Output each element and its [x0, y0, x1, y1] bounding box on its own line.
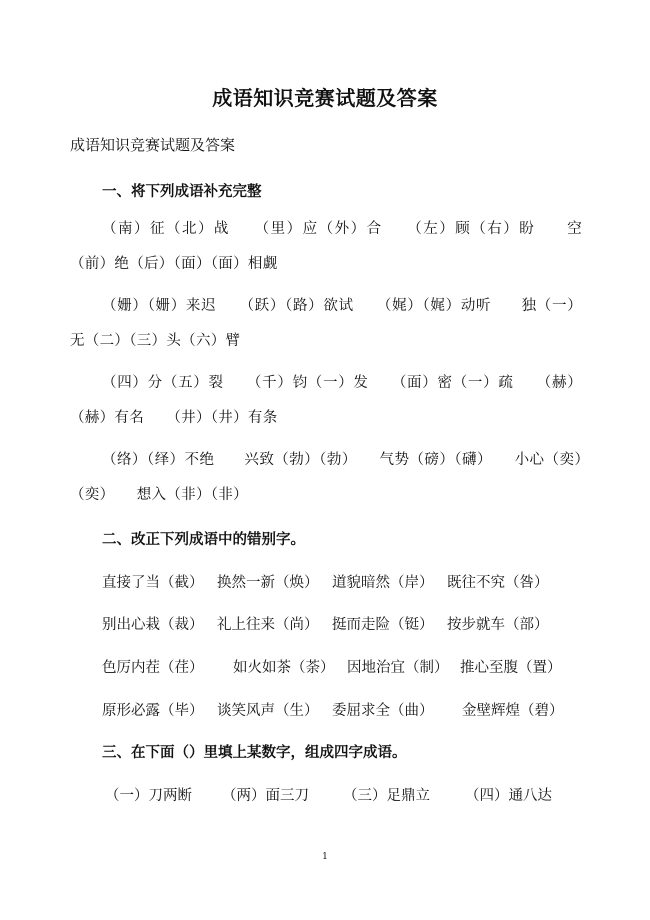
correction-item: 直接了当（截）	[102, 575, 204, 591]
correction-item: 挺而走险（铤）	[332, 617, 434, 633]
correction-item: 礼上往来（尚）	[217, 617, 319, 633]
page-number: 1	[322, 852, 328, 862]
correction-item: 道貌暗然（岸）	[332, 575, 434, 591]
correction-item: 如火如茶（荼）	[233, 660, 335, 676]
correction-row	[102, 613, 549, 634]
number-idiom-item: （两）面三刀	[222, 788, 309, 804]
number-idiom-row	[105, 784, 552, 805]
document-subtitle: 成语知识竞赛试题及答案	[70, 136, 236, 154]
correction-item: 委屈求全（曲）	[332, 703, 434, 719]
correction-item: 按步就车（部）	[447, 617, 549, 633]
number-idiom-item: （三）足鼎立	[343, 788, 430, 804]
section-3-heading: 三、在下面（）里填上某数字，组成四字成语。	[102, 745, 407, 761]
correction-item: 色厉内茬（荏）	[102, 660, 204, 676]
section-2-heading: 二、改正下列成语中的错别字。	[102, 532, 305, 548]
correction-item: 换然一新（焕）	[217, 575, 319, 591]
correction-item: 金壁辉煌（碧）	[462, 703, 564, 719]
correction-item: 推心至腹（置）	[460, 660, 562, 676]
number-idiom-item: （一）刀两断	[105, 788, 192, 804]
document-title: 成语知识竞赛试题及答案	[212, 86, 438, 110]
correction-item: 谈笑风声（生）	[217, 703, 319, 719]
section-1-paragraph: （南）征（北）战 （里）应（外）合 （左）顾（右）盼 空（前）绝（后）（面）（面）相觑	[70, 221, 582, 272]
correction-row	[102, 656, 562, 677]
correction-row	[102, 699, 564, 720]
correction-item: 原形必露（毕）	[102, 703, 204, 719]
section-1-paragraph: （姗）（姗）来迟 （跃）（路）欲试 （娓）（娓）动听 独（一）无（二）（三）头（六）臂	[70, 298, 582, 349]
correction-row	[102, 571, 549, 592]
section-1-heading: 一、将下列成语补充完整	[102, 184, 262, 200]
correction-item: 别出心栽（裁）	[102, 617, 204, 633]
correction-item: 因地治宜（制）	[347, 660, 449, 676]
number-idiom-item: （四）通八达	[465, 788, 552, 804]
correction-item: 既往不究（咎）	[447, 575, 549, 591]
section-1-paragraph: （四）分（五）裂 （千）钧（一）发 （面）密（一）疏 （赫）（赫）有名 （井）（井）有条	[70, 375, 582, 426]
section-1-paragraph: （络）（绎）不绝 兴致（勃）（勃） 气势（磅）（礴） 小心（奕）（奕） 想入（非）（非）	[70, 452, 582, 503]
